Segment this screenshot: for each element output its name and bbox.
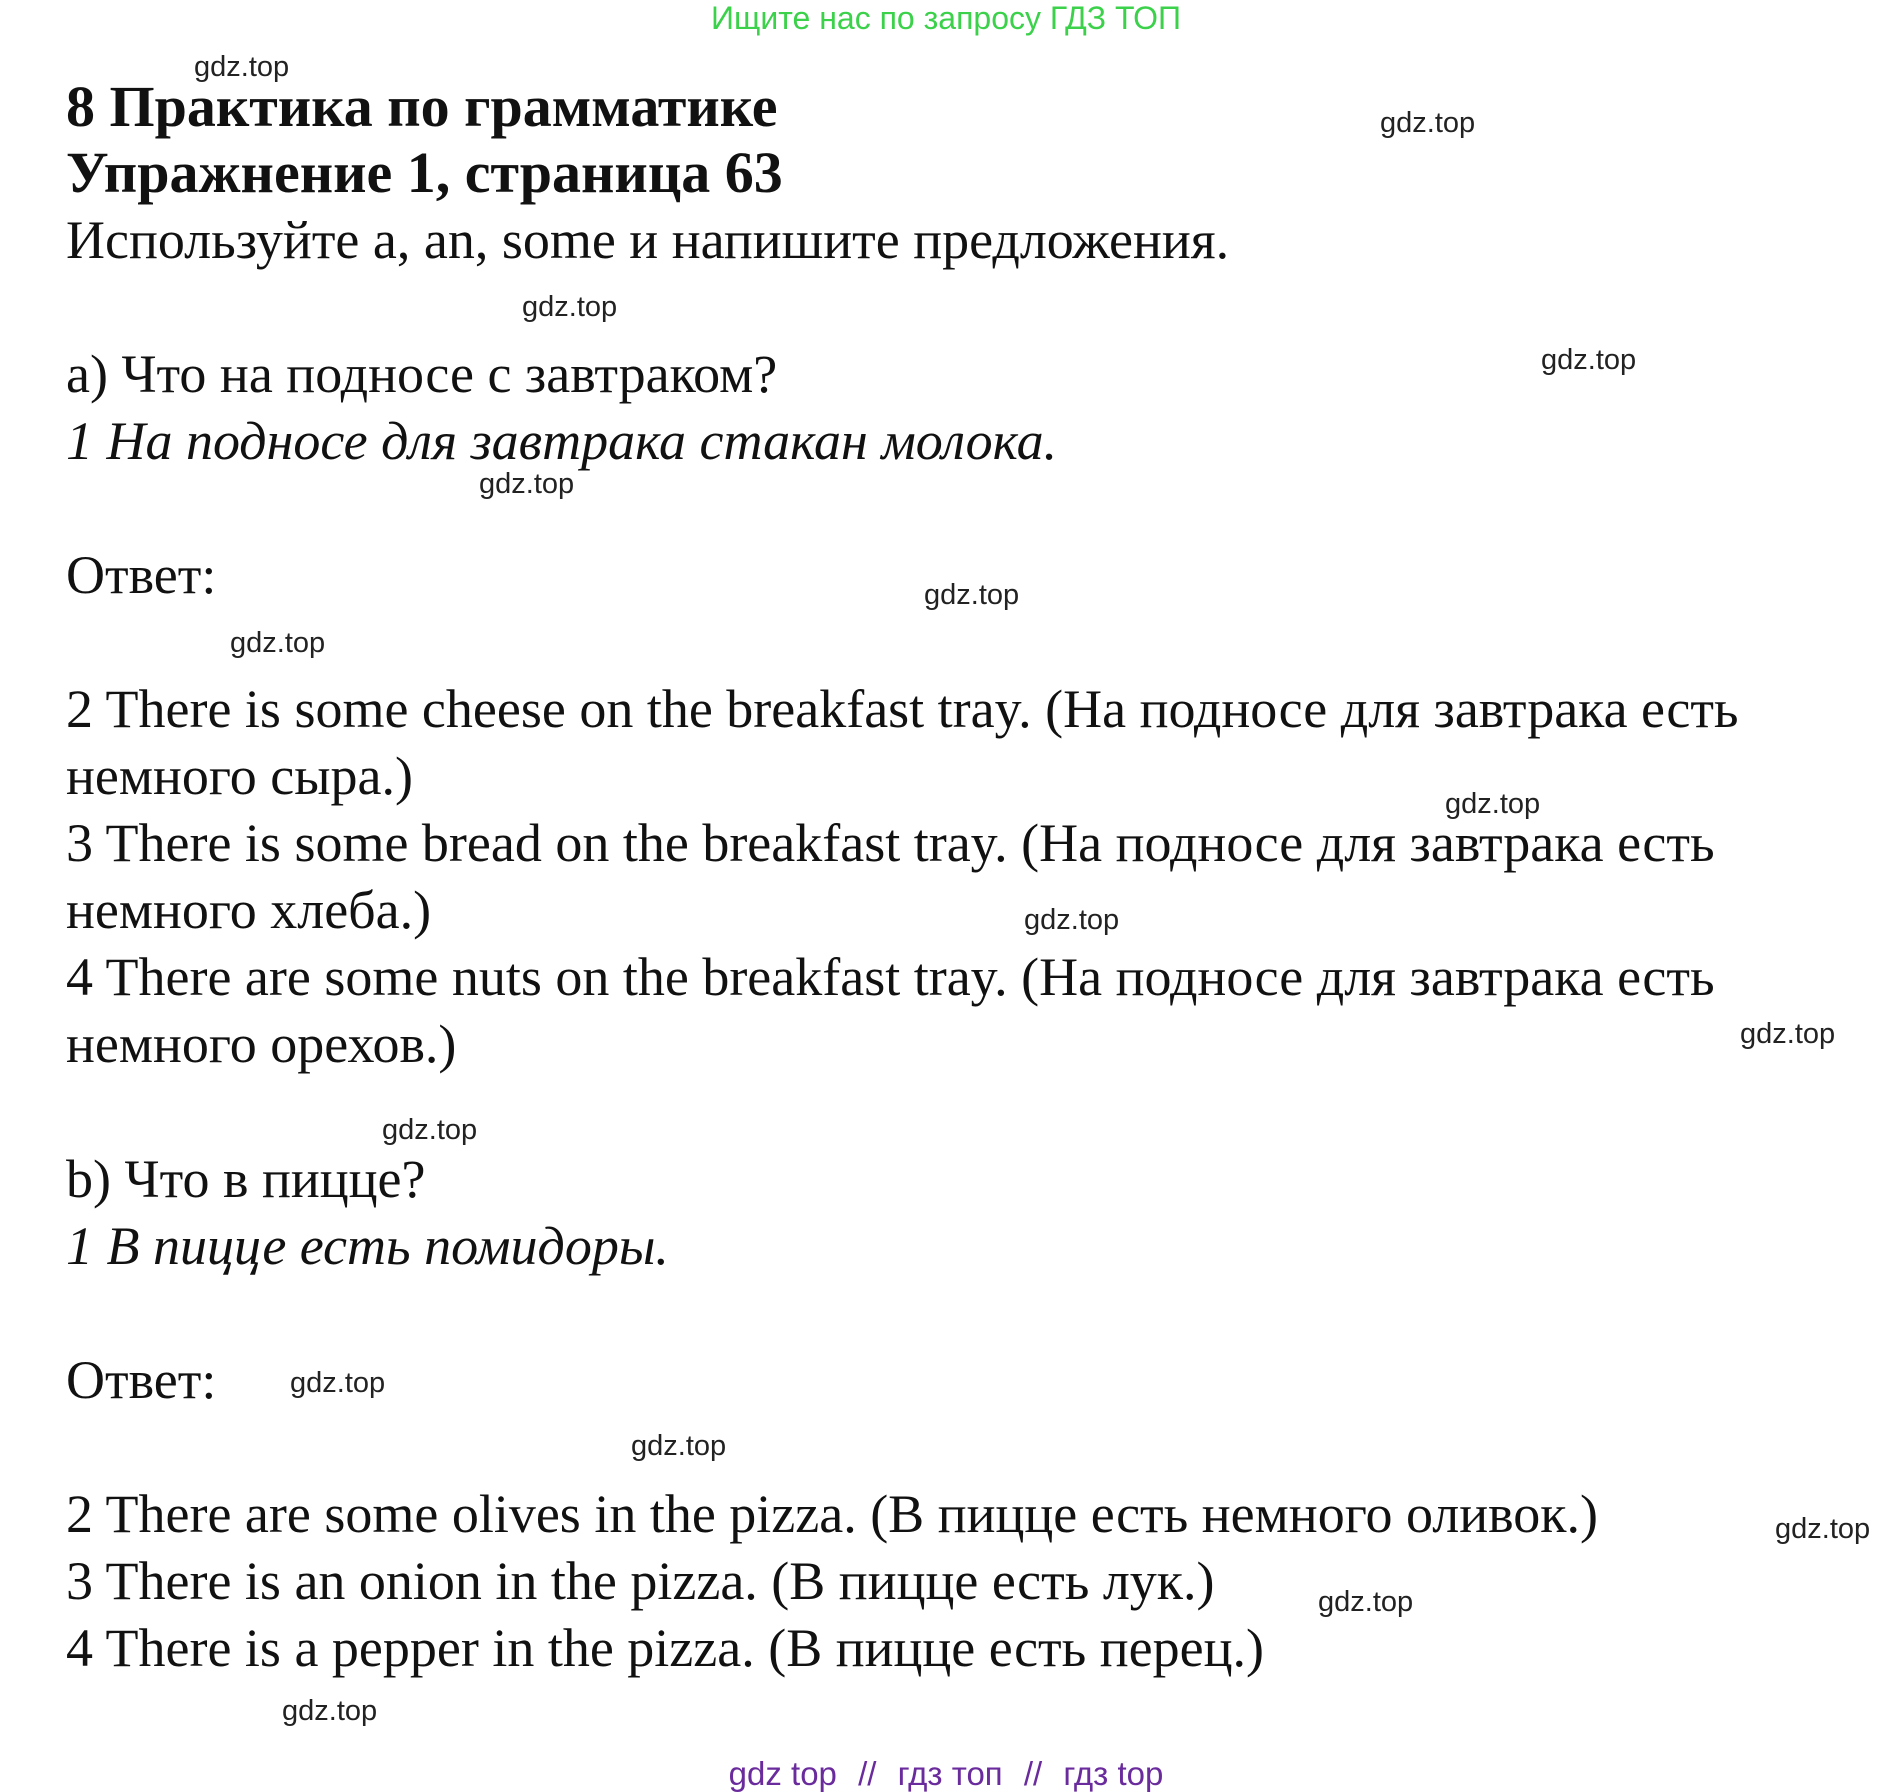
footer-link[interactable]: гдз top: [1063, 1755, 1164, 1792]
watermark: gdz.top: [1318, 1586, 1414, 1618]
footer-separator: //: [858, 1755, 877, 1792]
answers-b: [66, 1481, 1866, 1682]
watermark: gdz.top: [1024, 904, 1120, 936]
question-a: a) Что на подносе с завтраком?: [66, 344, 778, 404]
watermark: gdz.top: [1775, 1513, 1871, 1545]
footer-link[interactable]: gdz top: [728, 1755, 837, 1792]
answer-label-b: Ответ:: [66, 1350, 217, 1410]
answer-item: 4 There are some nuts on the breakfast tray. (На подносе для завтрака есть немного орехов.): [66, 947, 1715, 1074]
watermark: gdz.top: [382, 1114, 478, 1146]
section-title: 8 Практика по грамматике: [66, 74, 778, 139]
search-banner: Ищите нас по запросу ГДЗ ТОП: [711, 0, 1181, 36]
answer-item: 4 There is a pepper in the pizza. (В пицце есть перец.): [66, 1618, 1264, 1678]
watermark: gdz.top: [1740, 1018, 1836, 1050]
watermark: gdz.top: [282, 1695, 378, 1727]
answer-item: 2 There are some olives in the pizza. (В пицце есть немного оливок.): [66, 1484, 1598, 1544]
watermark: gdz.top: [924, 579, 1020, 611]
question-b: b) Что в пицце?: [66, 1149, 426, 1209]
footer-link[interactable]: гдз топ: [897, 1755, 1003, 1792]
watermark: gdz.top: [1380, 107, 1476, 139]
footer-separator: //: [1023, 1755, 1043, 1792]
instruction-text: Используйте a, an, some и напишите предложения.: [66, 210, 1230, 270]
watermark: gdz.top: [1445, 788, 1541, 820]
watermark: gdz.top: [522, 291, 618, 323]
watermark: gdz.top: [230, 627, 326, 659]
example-a: 1 На подносе для завтрака стакан молока.: [66, 411, 1058, 471]
answer-label-a: Ответ:: [66, 545, 217, 605]
watermark: gdz.top: [479, 468, 575, 500]
watermark: gdz.top: [631, 1430, 727, 1462]
answers-a: [66, 676, 1866, 1078]
watermark: gdz.top: [290, 1367, 386, 1399]
exercise-title: Упражнение 1, страница 63: [66, 140, 783, 205]
answer-item: 2 There is some cheese on the breakfast tray. (На подносе для завтрака есть немного сыра.): [66, 679, 1739, 806]
answer-item: 3 There is an onion in the pizza. (В пицце есть лук.): [66, 1551, 1215, 1611]
watermark: gdz.top: [1541, 344, 1637, 376]
watermark: gdz.top: [194, 51, 290, 83]
example-b: 1 В пицце есть помидоры.: [66, 1216, 669, 1276]
answer-item: 3 There is some bread on the breakfast tray. (На подносе для завтрака есть немного хлеба.): [66, 813, 1715, 940]
footer-links: [0, 1756, 1892, 1792]
